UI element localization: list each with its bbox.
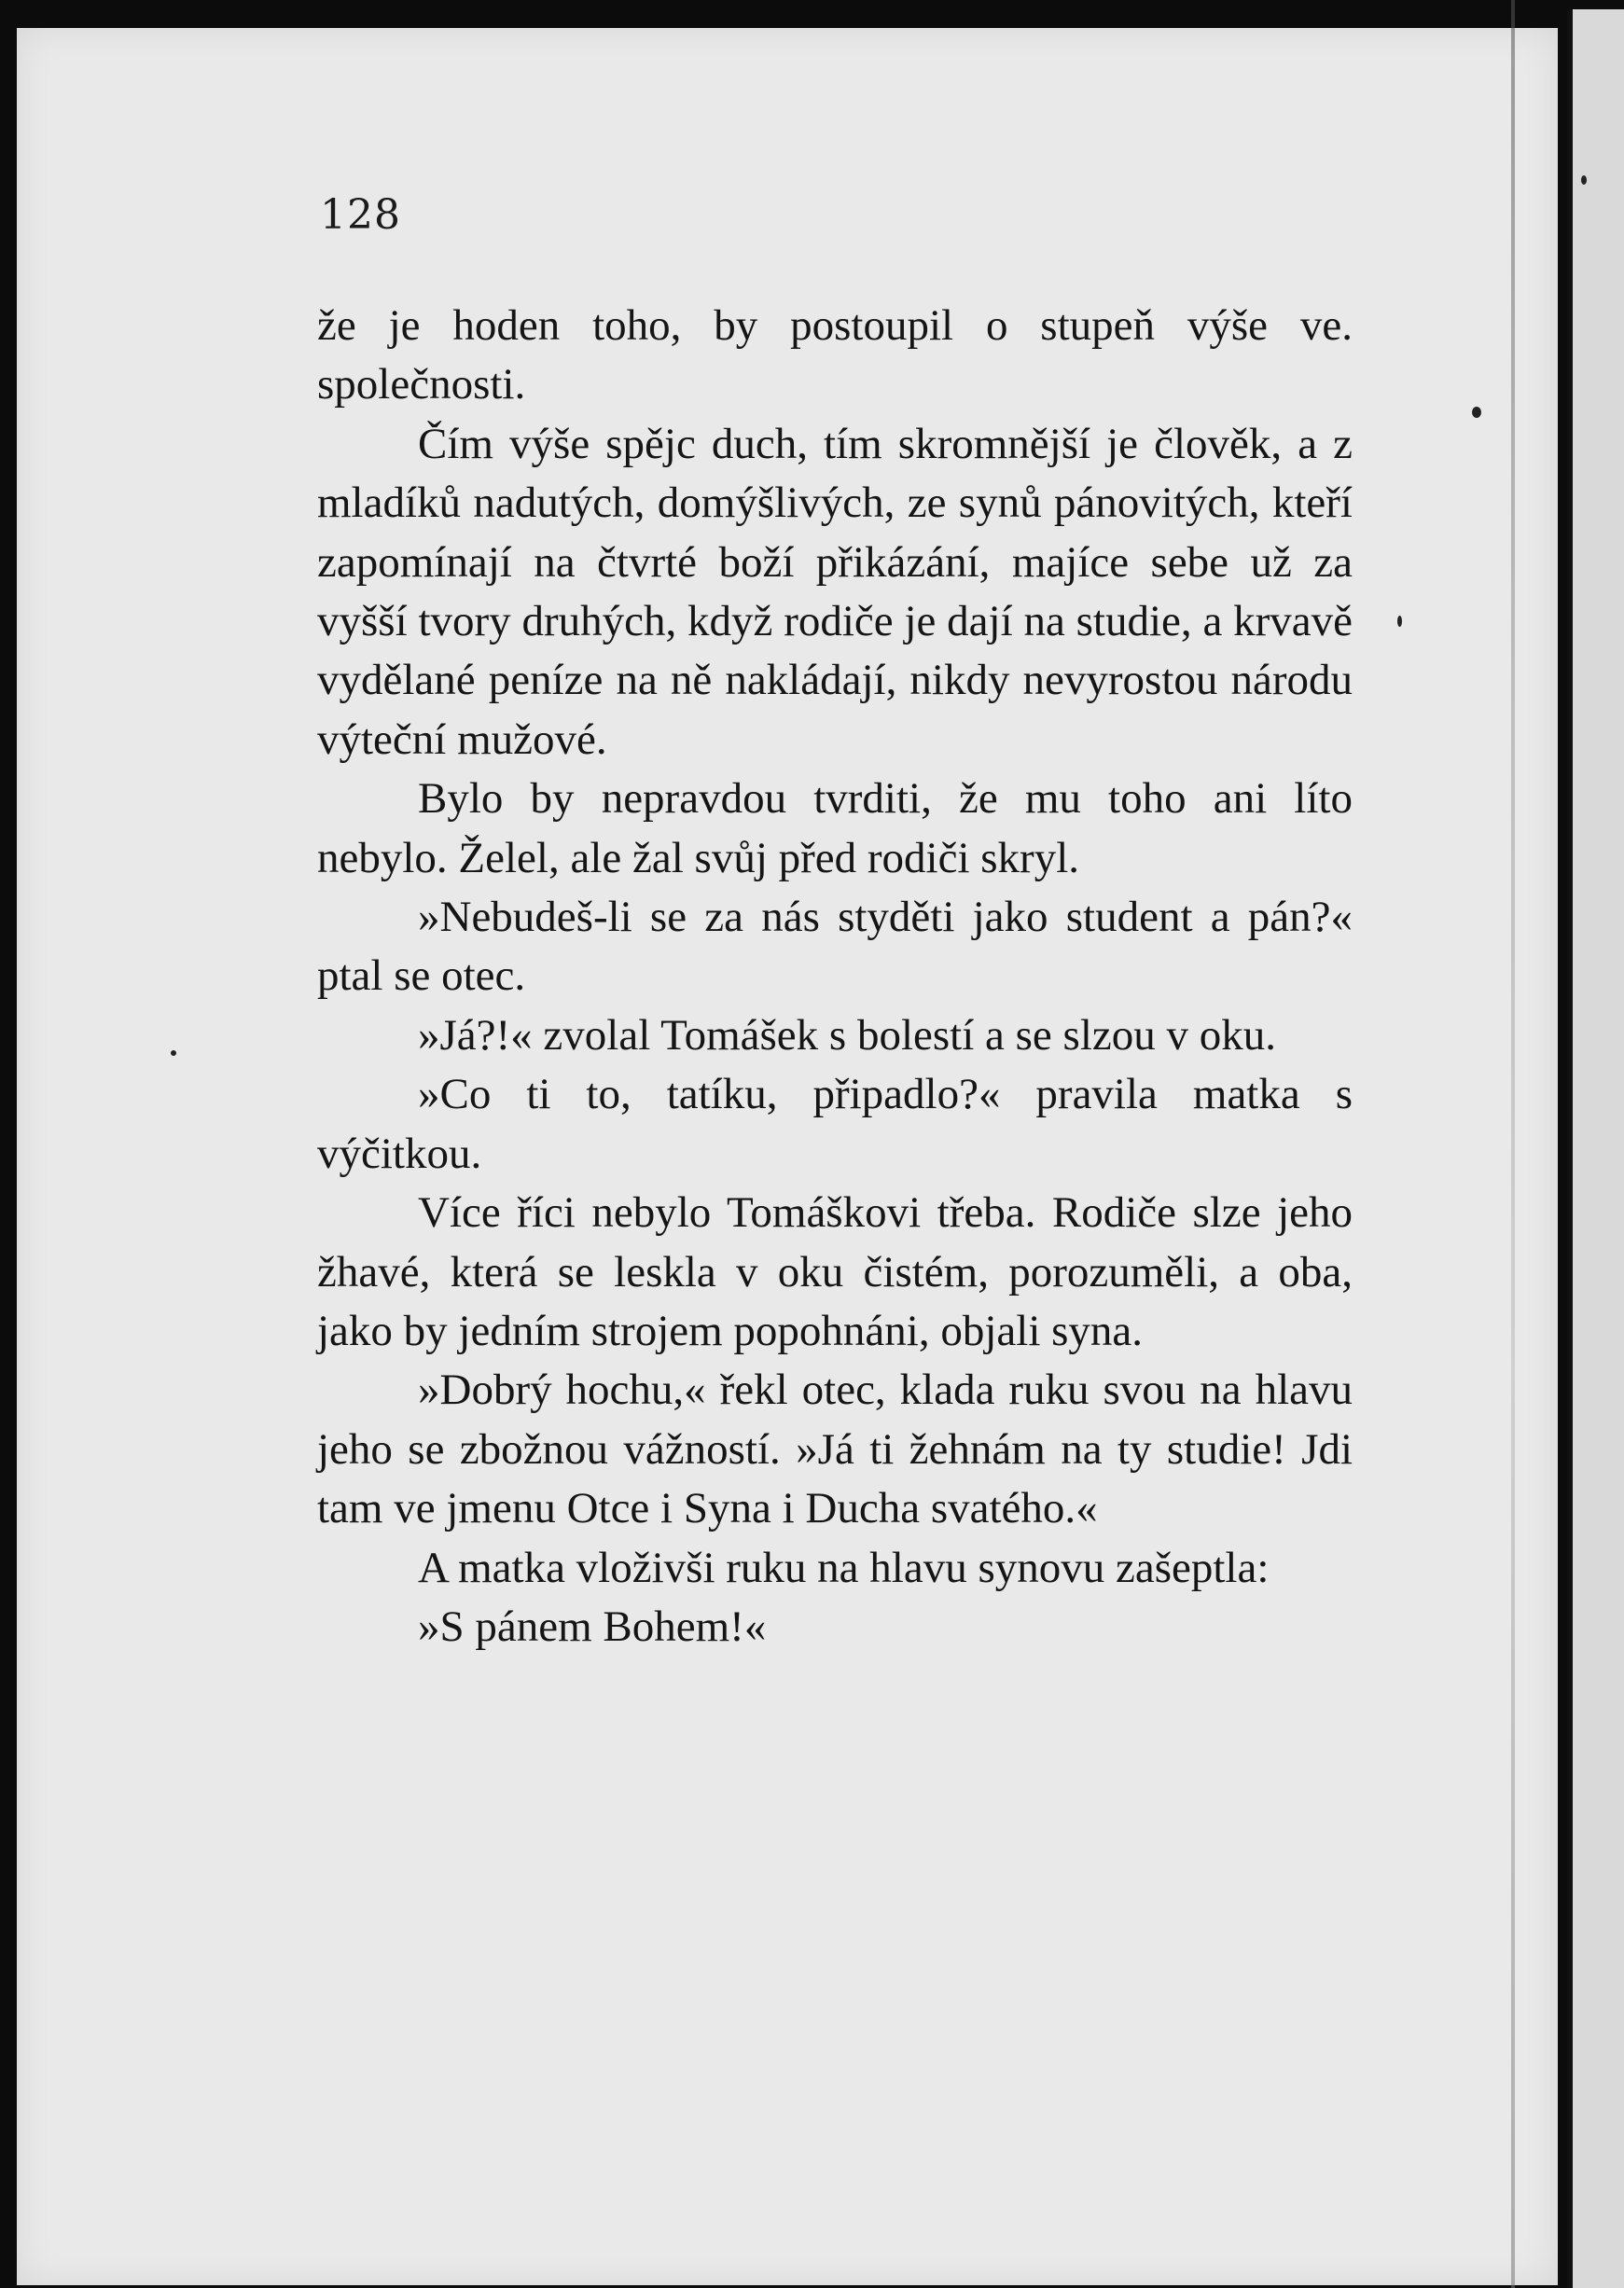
paragraph: »Co ti to, tatíku, připadlo?« pravila matka s výčitkou.	[317, 1070, 1353, 1178]
page-number: 128	[320, 191, 401, 239]
adjacent-page-edge	[1567, 9, 1624, 2288]
paragraph: Čím výše spějc duch, tím skromnější je člověk, a z mladíků nadutých, domýšlivých, ze synů pánovitých, kteří zapomínají na čtvrté boží přikázání, majíce sebe už za vyšší tvory druhých, když rodiče je dají na studie, a krvavě vydělané peníze na ně nakládají, nikdy nevyrostou národu výteční mužové.	[317, 419, 1353, 764]
dust-speck	[1472, 407, 1481, 418]
dust-speck	[1581, 175, 1587, 185]
page-gutter-shadow	[1511, 0, 1515, 2288]
paragraph: Více říci nebylo Tomáškovi třeba. Rodiče slze jeho žhavé, která se leskla v oku čistém, porozuměli, a oba, jako by jedním strojem popohnáni, objali syna.	[317, 1188, 1353, 1355]
dust-speck	[171, 1050, 176, 1056]
body-text	[317, 297, 1353, 1657]
paragraph: »S pánem Bohem!«	[418, 1602, 767, 1651]
paragraph: Bylo by nepravdou tvrditi, že mu toho ani líto nebylo. Želel, ale žal svůj před rodiči skryl.	[317, 774, 1353, 882]
paragraph: že je hoden toho, by postoupil o stupeň výše ve. společnosti.	[317, 301, 1353, 409]
paragraph: A matka vloživši ruku na hlavu synovu zašeptla:	[418, 1543, 1270, 1592]
paragraph: »Já?!« zvolal Tomášek s bolestí a se slzou v oku.	[418, 1010, 1276, 1060]
dust-speck	[1397, 616, 1402, 627]
paragraph: »Nebudeš-li se za nás styděti jako student a pán?« ptal se otec.	[317, 893, 1353, 1001]
paragraph: »Dobrý hochu,« řekl otec, klada ruku svou na hlavu jeho se zbožnou vážností. »Já ti žehnám na ty studie! Jdi tam ve jmenu Otce i Syna i Ducha svatého.«	[317, 1366, 1353, 1533]
